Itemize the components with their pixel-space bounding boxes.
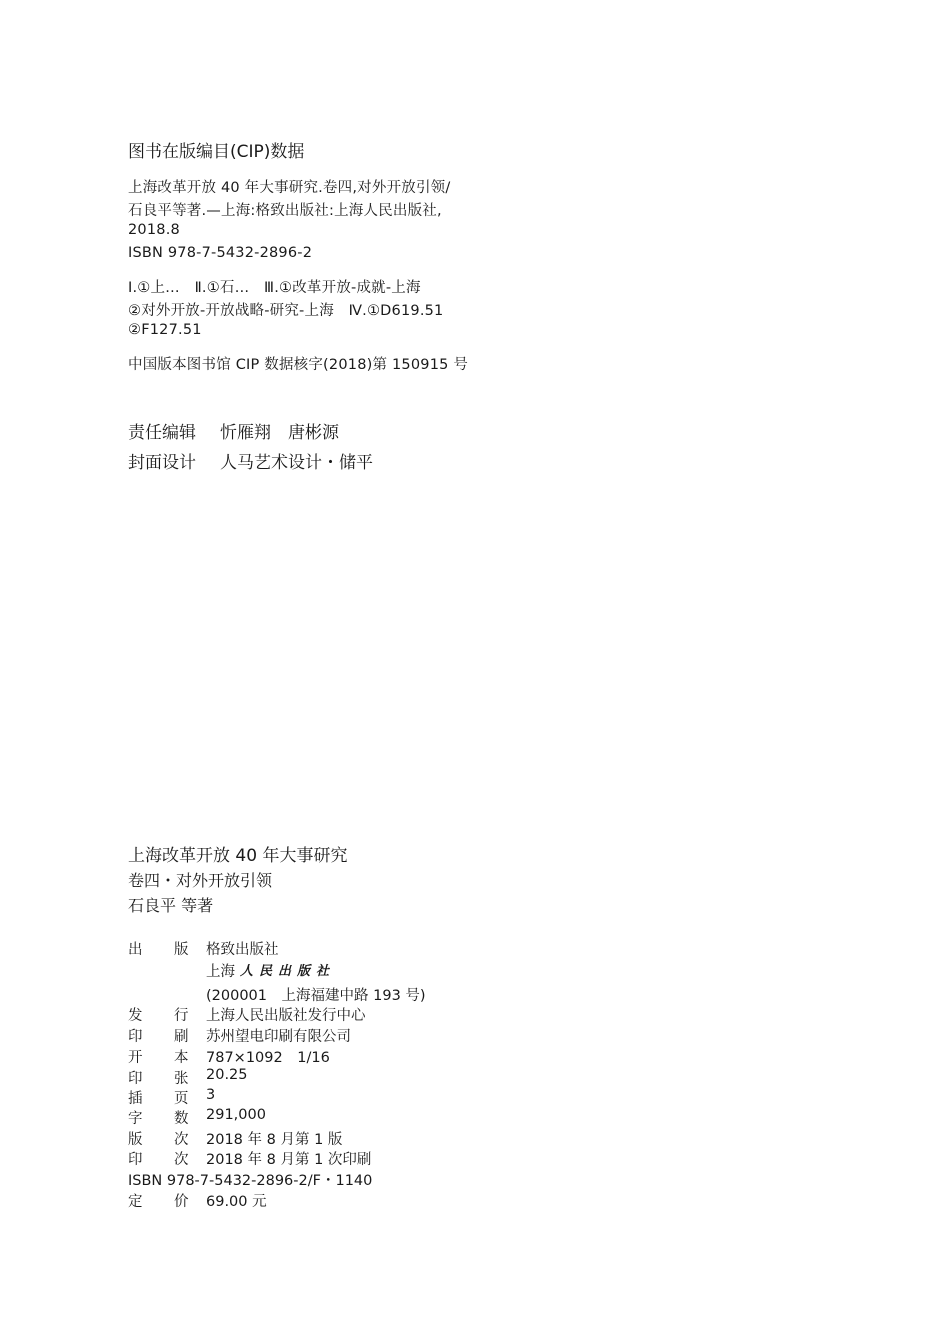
book-title: 上海改革开放 40 年大事研究 (128, 846, 348, 866)
editor-label: 责任编辑 (128, 423, 196, 443)
price-key-2: 价 (174, 1194, 189, 1210)
cip-classification-2: ②对外开放-开放战略-研究-上海 Ⅳ.①D619.51 (128, 303, 444, 319)
cip-record-number: 中国版本图书馆 CIP 数据核字(2018)第 150915 号 (128, 357, 469, 373)
editor-value: 忻雁翔 唐彬源 (220, 423, 339, 443)
pub-row-value: 20.25 (206, 1067, 248, 1083)
publisher2-prefix: 上海 (206, 964, 235, 980)
pub-row-key-1: 印 (128, 1071, 143, 1087)
pub-row-word-count (128, 1107, 528, 1127)
pub-row-value: 上海人民出版社发行中心 (206, 1008, 366, 1024)
pub-row-value: 3 (206, 1087, 216, 1103)
isbn-full: ISBN 978-7-5432-2896-2/F・1140 (128, 1173, 373, 1189)
pub-row-printing (128, 1148, 528, 1168)
publisher2-row (128, 960, 528, 980)
pub-row-key-2: 次 (174, 1152, 189, 1168)
cover-design-value: 人马艺术设计・储平 (220, 453, 373, 473)
cip-heading: 图书在版编目(CIP)数据 (128, 142, 305, 162)
cover-design-label: 封面设计 (128, 453, 196, 473)
pub-row-value: 苏州望电印刷有限公司 (206, 1029, 351, 1045)
pub-row-printer (128, 1025, 528, 1045)
pub-row-value: 291,000 (206, 1107, 266, 1123)
pub-row-plates (128, 1087, 528, 1107)
cip-isbn-line: ISBN 978-7-5432-2896-2 (128, 245, 313, 261)
pub-row-edition (128, 1128, 528, 1148)
pub-row-key-2: 行 (174, 1008, 189, 1024)
cip-line-3: 2018.8 (128, 222, 180, 238)
pub-row-key-2: 本 (174, 1050, 189, 1066)
cover-design-row (128, 448, 528, 472)
publisher-address: (200001 上海福建中路 193 号) (206, 988, 426, 1004)
publisher-value: 格致出版社 (206, 942, 279, 958)
publisher-key-1: 出 (128, 942, 143, 958)
cip-classification-3: ②F127.51 (128, 322, 202, 338)
pub-row-key-2: 次 (174, 1132, 189, 1148)
publisher-key-2: 版 (174, 942, 189, 958)
pub-row-key-1: 发 (128, 1008, 143, 1024)
pub-row-key-2: 数 (174, 1111, 189, 1127)
pub-row-format (128, 1046, 528, 1066)
pub-row-distribution (128, 1004, 528, 1024)
pub-row-key-1: 印 (128, 1152, 143, 1168)
pub-row-key-2: 页 (174, 1091, 189, 1107)
pub-row-value: 2018 年 8 月第 1 次印刷 (206, 1152, 372, 1168)
book-authors: 石良平 等著 (128, 896, 214, 915)
pub-row-key-2: 张 (174, 1071, 189, 1087)
cip-line-2: 石良平等著.—上海:格致出版社:上海人民出版社, (128, 203, 442, 219)
cip-line-1: 上海改革开放 40 年大事研究.卷四,对外开放引领/ (128, 180, 451, 196)
pub-row-key-1: 插 (128, 1091, 143, 1107)
pub-row-key-2: 刷 (174, 1029, 189, 1045)
price-key-1: 定 (128, 1194, 143, 1210)
editor-row (128, 418, 528, 442)
book-volume: 卷四・对外开放引领 (128, 871, 273, 890)
price-value: 69.00 元 (206, 1194, 267, 1210)
address-row (128, 984, 528, 1004)
pub-row-key-1: 印 (128, 1029, 143, 1045)
pub-row-key-1: 版 (128, 1132, 143, 1148)
publisher2-seal-logo: 人民出版社 (240, 964, 336, 979)
publisher-row (128, 938, 528, 958)
pub-row-sheets (128, 1067, 528, 1087)
pub-row-value: 787×1092 1/16 (206, 1050, 330, 1066)
price-row (128, 1190, 528, 1210)
cip-classification-1: Ⅰ.①上… Ⅱ.①石… Ⅲ.①改革开放-成就-上海 (128, 280, 421, 296)
pub-row-key-1: 字 (128, 1111, 143, 1127)
pub-row-key-1: 开 (128, 1050, 143, 1066)
pub-row-value: 2018 年 8 月第 1 版 (206, 1132, 343, 1148)
